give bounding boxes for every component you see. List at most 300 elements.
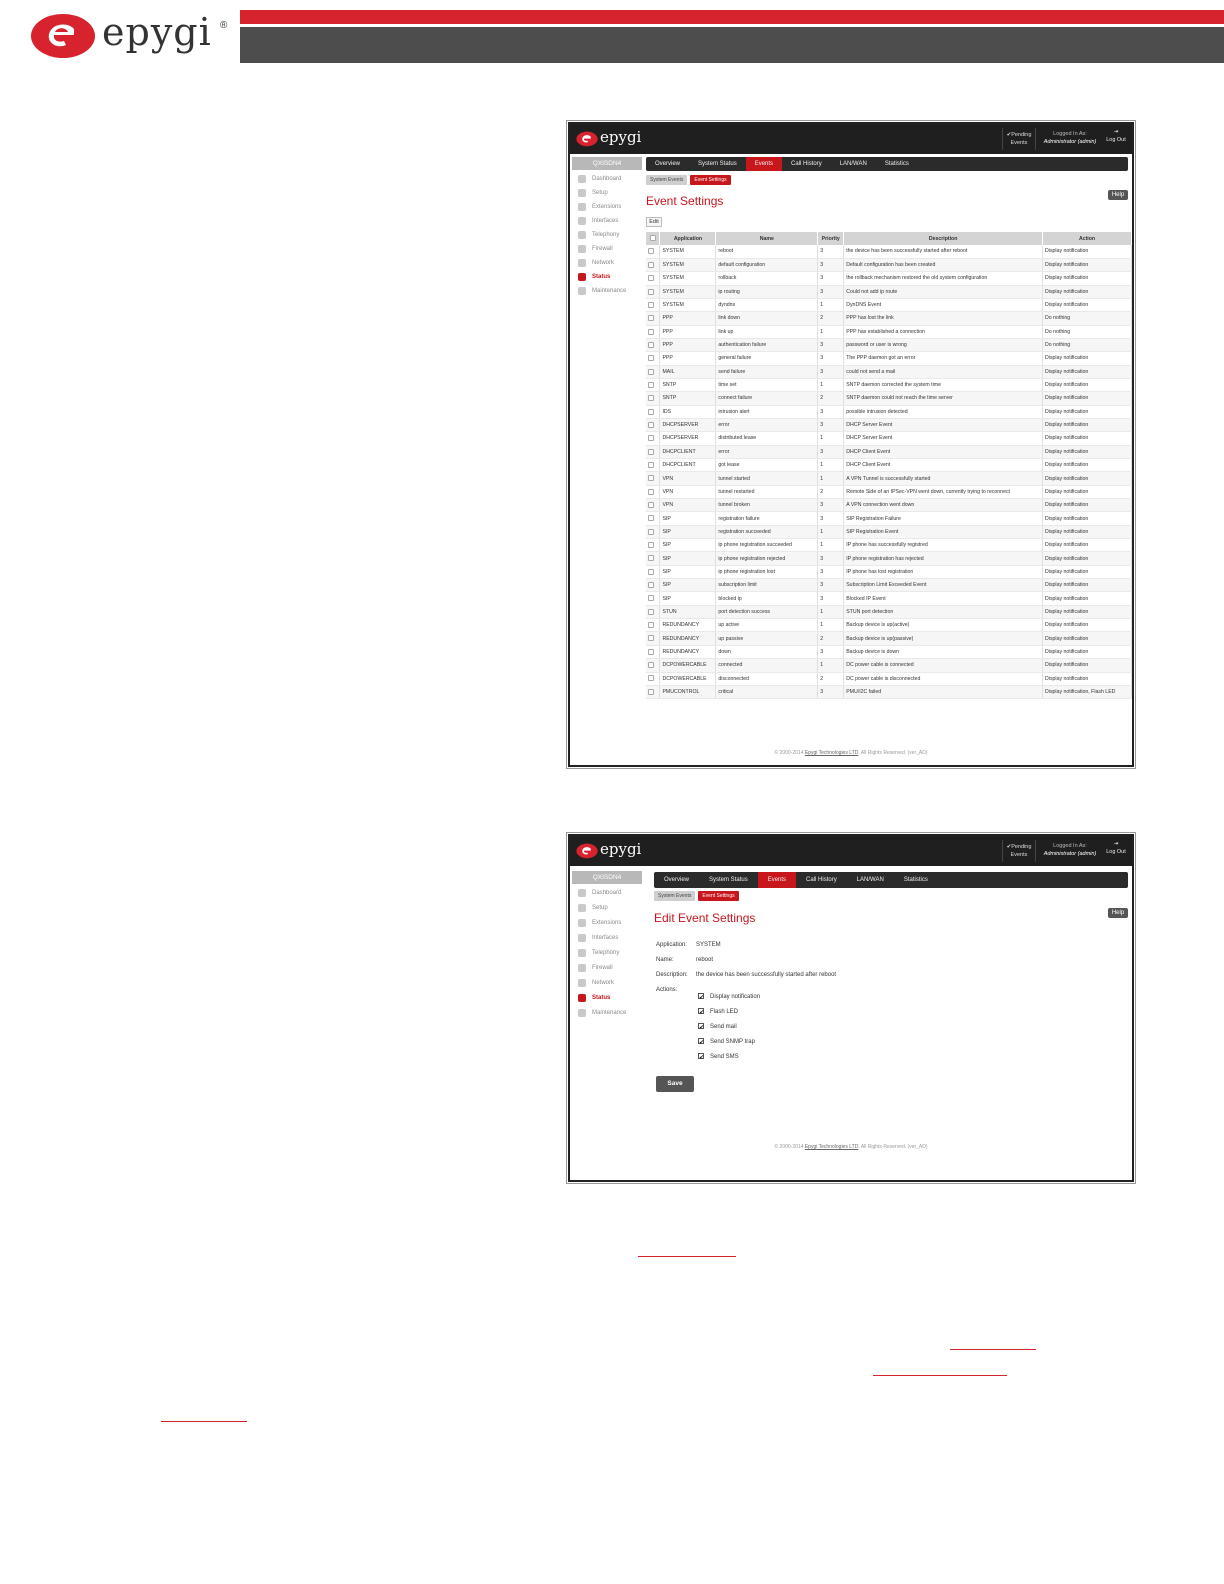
cell-priority: 1 — [818, 472, 844, 485]
epygi-logo-mark-icon — [30, 12, 96, 60]
edit-button[interactable]: Edit — [646, 217, 662, 227]
row-checkbox[interactable] — [646, 325, 660, 338]
cell-description: PMU/I2C failed — [844, 685, 1043, 698]
cell-name: reboot — [716, 245, 818, 258]
cell-action: Display notification — [1043, 285, 1132, 298]
cell-priority: 3 — [818, 565, 844, 578]
cell-description: IP phone registration has rejected — [844, 552, 1043, 565]
row-checkbox[interactable] — [646, 539, 660, 552]
cell-application: IDS — [660, 405, 716, 418]
cell-application: DHCPSERVER — [660, 432, 716, 445]
log-out-label: Log Out — [1106, 137, 1126, 143]
cell-action: Display notification — [1043, 272, 1132, 285]
sidebar-item-firewall[interactable]: Firewall — [572, 961, 642, 976]
events-label: Events — [1010, 852, 1028, 858]
row-checkbox[interactable] — [646, 525, 660, 538]
row-checkbox[interactable] — [646, 632, 660, 645]
cell-description: password or user is wrong — [844, 338, 1043, 351]
globe-icon — [578, 259, 586, 267]
action-send-sms[interactable]: ✔Send SMS — [698, 1050, 760, 1065]
row-checkbox[interactable] — [646, 685, 660, 698]
sidebar-item-telephony[interactable]: Telephony — [572, 228, 642, 242]
cell-action: Display notification — [1043, 565, 1132, 578]
table-row[interactable] — [646, 272, 1132, 285]
cell-priority: 3 — [818, 418, 844, 431]
tab-overview[interactable]: Overview — [664, 877, 690, 883]
name-label: Name: — [656, 957, 674, 963]
footer: © 2000-2014 Epygi Technologies LTD. All Rights Reserved. (ver_AD) — [774, 750, 928, 756]
sidebar-item-status[interactable]: Status — [572, 991, 642, 1006]
table-row[interactable] — [646, 499, 1132, 512]
log-out-label: Log Out — [1106, 849, 1126, 855]
pending-label: ✔Pending — [1006, 844, 1032, 850]
row-checkbox[interactable] — [646, 418, 660, 431]
cell-priority: 1 — [818, 325, 844, 338]
help-button[interactable]: Help — [1108, 908, 1128, 918]
row-checkbox[interactable] — [646, 619, 660, 632]
cell-application: VPN — [660, 472, 716, 485]
fire-icon — [578, 964, 586, 972]
table-row[interactable] — [646, 365, 1132, 378]
dashboard-icon — [578, 889, 586, 897]
table-row[interactable] — [646, 445, 1132, 458]
table-row[interactable] — [646, 632, 1132, 645]
column-header-priority[interactable]: Priority — [818, 232, 844, 245]
cell-priority: 2 — [818, 312, 844, 325]
sidebar-item-extensions[interactable]: Extensions — [572, 200, 642, 214]
cell-name: rollback — [716, 272, 818, 285]
cell-name: tunnel started — [716, 472, 818, 485]
cell-description: DynDNS Event — [844, 298, 1043, 311]
row-checkbox[interactable] — [646, 499, 660, 512]
pending-events-button[interactable] — [1002, 128, 1036, 150]
sidebar — [572, 871, 642, 1021]
tab-statistics[interactable]: Statistics — [884, 161, 909, 167]
pending-label: ✔Pending — [1006, 132, 1032, 138]
sidebar-item-status[interactable]: Status — [572, 270, 642, 284]
cell-action: Display notification — [1043, 619, 1132, 632]
row-checkbox[interactable] — [646, 579, 660, 592]
phone-icon — [578, 231, 586, 239]
column-header-name[interactable]: Name — [716, 232, 818, 245]
cell-application: PPP — [660, 338, 716, 351]
cell-action: Display notification — [1043, 245, 1132, 258]
cell-description: Backup device is up(passive) — [844, 632, 1043, 645]
cell-priority: 3 — [818, 352, 844, 365]
cell-application: STUN — [660, 605, 716, 618]
table-row[interactable] — [646, 352, 1132, 365]
cell-description: A VPN Tunnel is successfully started — [844, 472, 1043, 485]
checkbox[interactable] — [698, 1008, 704, 1014]
subtab-event-settings[interactable]: Event Settings — [698, 891, 738, 901]
cell-priority: 3 — [818, 645, 844, 658]
cell-action: Display notification, Flash LED — [1043, 685, 1132, 698]
cell-name: critical — [716, 685, 818, 698]
cell-priority: 3 — [818, 685, 844, 698]
cell-application: REDUNDANCY — [660, 645, 716, 658]
cell-priority: 3 — [818, 365, 844, 378]
cell-priority: 3 — [818, 338, 844, 351]
cell-application: DCPOWERCABLE — [660, 659, 716, 672]
table-row[interactable] — [646, 245, 1132, 258]
sidebar-item-dashboard[interactable]: Dashboard — [572, 886, 642, 901]
tab-call-history[interactable]: Call History — [806, 877, 837, 883]
cell-priority: 1 — [818, 619, 844, 632]
table-row[interactable] — [646, 539, 1132, 552]
cell-name: connected — [716, 659, 818, 672]
cell-application: SYSTEM — [660, 298, 716, 311]
tab-lan-wan[interactable]: LAN/WAN — [856, 877, 884, 883]
logged-in-info — [1038, 130, 1102, 146]
table-row[interactable] — [646, 685, 1132, 698]
cell-description: Remote Side of an IPSec-VPN went down, currently trying to reconnect — [844, 485, 1043, 498]
footer: © 2000-2014 Epygi Technologies LTD. All Rights Reserved. (ver_AD) — [774, 1144, 928, 1150]
cell-name: subscription limit — [716, 579, 818, 592]
event-detail-form — [656, 938, 836, 998]
cell-application: SNTP — [660, 378, 716, 391]
cell-name: port detection success — [716, 605, 818, 618]
cell-application: SYSTEM — [660, 272, 716, 285]
actions-list — [698, 990, 760, 1065]
cell-application: DHCPSERVER — [660, 418, 716, 431]
subtab-system-events[interactable]: System Events — [654, 891, 695, 901]
cell-application: DCPOWERCABLE — [660, 672, 716, 685]
row-checkbox[interactable] — [646, 338, 660, 351]
table-row[interactable] — [646, 378, 1132, 391]
row-checkbox[interactable] — [646, 605, 660, 618]
cell-priority: 3 — [818, 445, 844, 458]
cell-action: Display notification — [1043, 459, 1132, 472]
cell-action: Display notification — [1043, 659, 1132, 672]
cell-name: tunnel restarted — [716, 485, 818, 498]
table-header-row — [646, 232, 1132, 245]
body-link-underline[interactable] — [950, 1349, 1036, 1350]
cell-action: Display notification — [1043, 672, 1132, 685]
cell-description: STUN port detection — [844, 605, 1043, 618]
tab-system-status[interactable]: System Status — [698, 161, 737, 167]
row-checkbox[interactable] — [646, 378, 660, 391]
logo-wordmark: epygi — [102, 10, 212, 54]
cell-action: Display notification — [1043, 298, 1132, 311]
cell-priority: 2 — [818, 392, 844, 405]
cell-action: Display notification — [1043, 552, 1132, 565]
cell-action: Display notification — [1043, 378, 1132, 391]
cell-application: VPN — [660, 499, 716, 512]
save-button[interactable]: Save — [656, 1076, 694, 1092]
pending-events-button[interactable] — [1002, 840, 1036, 862]
cell-description: DHCP Client Event — [844, 445, 1043, 458]
cell-description: Subscription Limit Exceeded Event — [844, 579, 1043, 592]
tab-system-status[interactable]: System Status — [709, 877, 748, 883]
cell-action: Display notification — [1043, 472, 1132, 485]
cell-name: intrusion alert — [716, 405, 818, 418]
interfaces-icon — [578, 934, 586, 942]
cell-action: Display notification — [1043, 579, 1132, 592]
subtab-event-settings[interactable]: Event Settings — [690, 175, 730, 185]
row-checkbox[interactable] — [646, 298, 660, 311]
cell-application: REDUNDANCY — [660, 632, 716, 645]
name-row — [656, 953, 836, 968]
row-checkbox[interactable] — [646, 485, 660, 498]
tab-events[interactable]: Events — [746, 157, 782, 171]
table-row[interactable] — [646, 552, 1132, 565]
help-button[interactable]: Help — [1108, 190, 1128, 200]
row-checkbox[interactable] — [646, 592, 660, 605]
table-row[interactable] — [646, 312, 1132, 325]
cell-description: Backup device is down — [844, 645, 1043, 658]
cell-name: default configuration — [716, 258, 818, 271]
table-row[interactable] — [646, 619, 1132, 632]
cell-priority: 1 — [818, 659, 844, 672]
cell-action: Display notification — [1043, 432, 1132, 445]
cell-priority: 3 — [818, 258, 844, 271]
cell-action: Display notification — [1043, 418, 1132, 431]
table-row[interactable] — [646, 405, 1132, 418]
action-send-mail[interactable]: ✔Send mail — [698, 1020, 760, 1035]
sidebar-item-setup[interactable]: Setup — [572, 186, 642, 200]
cell-action: Display notification — [1043, 365, 1132, 378]
table-row[interactable] — [646, 512, 1132, 525]
row-checkbox[interactable] — [646, 272, 660, 285]
sidebar-item-dashboard[interactable]: Dashboard — [572, 172, 642, 186]
table-row[interactable] — [646, 325, 1132, 338]
cell-priority: 3 — [818, 285, 844, 298]
row-checkbox[interactable] — [646, 405, 660, 418]
top-bar — [570, 124, 1132, 154]
event-settings-table — [646, 232, 1132, 699]
action-send-snmp-trap[interactable]: ✔Send SNMP trap — [698, 1035, 760, 1050]
cell-action: Display notification — [1043, 499, 1132, 512]
cell-description: SIP Registration Failure — [844, 512, 1043, 525]
table-row[interactable] — [646, 565, 1132, 578]
footer-link[interactable]: Epygi Technologies LTD — [804, 1144, 859, 1150]
cell-description: possible intrusion detected — [844, 405, 1043, 418]
row-checkbox[interactable] — [646, 392, 660, 405]
registered-mark: ® — [220, 20, 228, 31]
cell-action: Display notification — [1043, 592, 1132, 605]
table-row[interactable] — [646, 258, 1132, 271]
sidebar-item-extensions[interactable]: Extensions — [572, 916, 642, 931]
checkbox[interactable] — [698, 993, 704, 999]
cell-action: Display notification — [1043, 445, 1132, 458]
cell-application: PPP — [660, 352, 716, 365]
row-checkbox[interactable] — [646, 432, 660, 445]
cell-action: Display notification — [1043, 632, 1132, 645]
tab-events[interactable]: Events — [758, 872, 796, 888]
cell-name: link down — [716, 312, 818, 325]
table-row[interactable] — [646, 418, 1132, 431]
application-value: SYSTEM — [696, 942, 721, 948]
name-value: reboot — [696, 957, 714, 963]
table-row[interactable] — [646, 592, 1132, 605]
row-checkbox[interactable] — [646, 445, 660, 458]
tab-call-history[interactable]: Call History — [791, 161, 822, 167]
row-checkbox[interactable] — [646, 312, 660, 325]
log-out-button[interactable] — [1104, 840, 1128, 856]
table-row[interactable] — [646, 392, 1132, 405]
cell-description: Blocked IP Event — [844, 592, 1043, 605]
edit-event-settings-screenshot — [568, 834, 1134, 1182]
sidebar-item-network[interactable]: Network — [572, 256, 642, 270]
row-checkbox[interactable] — [646, 552, 660, 565]
cell-name: general failure — [716, 352, 818, 365]
table-row[interactable] — [646, 579, 1132, 592]
row-checkbox[interactable] — [646, 365, 660, 378]
cell-name: disconnected — [716, 672, 818, 685]
row-checkbox[interactable] — [646, 672, 660, 685]
description-label: Description: — [656, 972, 688, 978]
row-checkbox[interactable] — [646, 512, 660, 525]
mini-logo-word: epygi — [600, 840, 642, 858]
cell-name: ip routing — [716, 285, 818, 298]
cell-action: Display notification — [1043, 405, 1132, 418]
main-tabs — [654, 872, 1128, 888]
sidebar-item-interfaces[interactable]: Interfaces — [572, 214, 642, 228]
table-row[interactable] — [646, 285, 1132, 298]
fire-icon — [578, 245, 586, 253]
row-checkbox[interactable] — [646, 245, 660, 258]
cell-name: time set — [716, 378, 818, 391]
wrench-icon — [578, 287, 586, 295]
dashboard-icon — [578, 175, 586, 183]
cell-application: SYSTEM — [660, 245, 716, 258]
row-checkbox[interactable] — [646, 565, 660, 578]
action-display-notification[interactable]: ✔Display notification — [698, 990, 760, 1005]
column-header-action[interactable]: Action — [1043, 232, 1132, 245]
tab-statistics[interactable]: Statistics — [903, 877, 928, 883]
cell-action: Display notification — [1043, 512, 1132, 525]
tab-lan-wan[interactable]: LAN/WAN — [839, 161, 867, 167]
row-checkbox[interactable] — [646, 258, 660, 271]
row-checkbox[interactable] — [646, 472, 660, 485]
logged-in-info — [1038, 842, 1102, 858]
row-checkbox[interactable] — [646, 459, 660, 472]
table-row[interactable] — [646, 605, 1132, 618]
cell-priority: 3 — [818, 499, 844, 512]
logged-in-label: Logged In As: — [1053, 843, 1087, 849]
cell-priority: 1 — [818, 539, 844, 552]
gear-icon — [578, 189, 586, 197]
cell-name: up active — [716, 619, 818, 632]
body-link-underline[interactable] — [161, 1421, 247, 1422]
cell-action: Display notification — [1043, 258, 1132, 271]
checkbox[interactable] — [698, 1038, 704, 1044]
cell-name: distributed lease — [716, 432, 818, 445]
sidebar-device-name: QXISDN4 — [572, 871, 642, 884]
cell-description: the device has been successfully started after reboot — [844, 245, 1043, 258]
cell-priority: 3 — [818, 512, 844, 525]
cell-priority: 1 — [818, 378, 844, 391]
cell-priority: 3 — [818, 405, 844, 418]
cell-application: DHCPCLIENT — [660, 459, 716, 472]
cell-application: SIP — [660, 579, 716, 592]
chart-icon — [578, 994, 586, 1002]
page-title: Edit Event Settings — [654, 911, 756, 925]
body-link-underline[interactable] — [873, 1375, 1007, 1376]
table-row[interactable] — [646, 645, 1132, 658]
row-checkbox[interactable] — [646, 645, 660, 658]
table-row[interactable] — [646, 472, 1132, 485]
row-checkbox[interactable] — [646, 285, 660, 298]
cell-name: blocked ip — [716, 592, 818, 605]
row-checkbox[interactable] — [646, 352, 660, 365]
sidebar-item-interfaces[interactable]: Interfaces — [572, 931, 642, 946]
cell-priority: 1 — [818, 298, 844, 311]
sidebar-item-setup[interactable]: Setup — [572, 901, 642, 916]
extensions-icon — [578, 919, 586, 927]
wrench-icon — [578, 1009, 586, 1017]
cell-name: ip phone registration rejected — [716, 552, 818, 565]
cell-application: SIP — [660, 512, 716, 525]
footer-link[interactable]: Epygi Technologies LTD — [804, 750, 859, 756]
extensions-icon — [578, 203, 586, 211]
checkbox[interactable] — [698, 1023, 704, 1029]
main-tabs — [646, 157, 1128, 171]
column-header-application[interactable]: Application — [660, 232, 716, 245]
cell-priority: 3 — [818, 552, 844, 565]
cell-name: authentication failure — [716, 338, 818, 351]
sidebar-item-firewall[interactable]: Firewall — [572, 242, 642, 256]
cell-priority: 1 — [818, 459, 844, 472]
cell-priority: 2 — [818, 632, 844, 645]
sidebar-item-telephony[interactable]: Telephony — [572, 946, 642, 961]
cell-name: up passive — [716, 632, 818, 645]
sidebar-item-network[interactable]: Network — [572, 976, 642, 991]
table-row[interactable] — [646, 659, 1132, 672]
log-out-button[interactable] — [1104, 128, 1128, 144]
cell-application: PPP — [660, 325, 716, 338]
cell-description: DHCP Server Event — [844, 432, 1043, 445]
tab-overview[interactable]: Overview — [655, 161, 681, 167]
globe-icon — [578, 979, 586, 987]
chart-icon — [578, 273, 586, 281]
header-dark-band — [240, 27, 1224, 63]
cell-description: Backup device is up(active) — [844, 619, 1043, 632]
cell-name: got lease — [716, 459, 818, 472]
cell-name: registration succeeded — [716, 525, 818, 538]
cell-action: Display notification — [1043, 352, 1132, 365]
sidebar-device-name: QXISDN4 — [572, 157, 642, 170]
cell-priority: 1 — [818, 432, 844, 445]
subtab-system-events[interactable]: System Events — [646, 175, 687, 185]
sidebar-item-maintenance[interactable]: Maintenance — [572, 284, 642, 298]
epygi-logo-mark-icon — [576, 842, 598, 860]
cell-action: Display notification — [1043, 645, 1132, 658]
cell-name: ip phone registration succeeded — [716, 539, 818, 552]
cell-application: SIP — [660, 525, 716, 538]
sidebar-item-maintenance[interactable]: Maintenance — [572, 1006, 642, 1021]
table-row[interactable] — [646, 459, 1132, 472]
row-checkbox[interactable] — [646, 659, 660, 672]
column-header-description[interactable]: Description — [844, 232, 1043, 245]
cell-name: tunnel broken — [716, 499, 818, 512]
cell-description: PPP has established a connection — [844, 325, 1043, 338]
cell-description: IP phone has lost registration — [844, 565, 1043, 578]
table-row[interactable] — [646, 298, 1132, 311]
action-flash-led[interactable]: ✔Flash LED — [698, 1005, 760, 1020]
table-row[interactable] — [646, 485, 1132, 498]
table-row[interactable] — [646, 432, 1132, 445]
cell-description: The PPP daemon got an error — [844, 352, 1043, 365]
select-all-checkbox[interactable] — [646, 232, 660, 245]
log-out-icon: ⇥ — [1113, 129, 1119, 135]
table-row[interactable] — [646, 338, 1132, 351]
table-row[interactable] — [646, 525, 1132, 538]
table-row[interactable] — [646, 672, 1132, 685]
cell-application: SIP — [660, 565, 716, 578]
checkbox[interactable] — [698, 1053, 704, 1059]
body-link-underline[interactable] — [638, 1256, 736, 1257]
